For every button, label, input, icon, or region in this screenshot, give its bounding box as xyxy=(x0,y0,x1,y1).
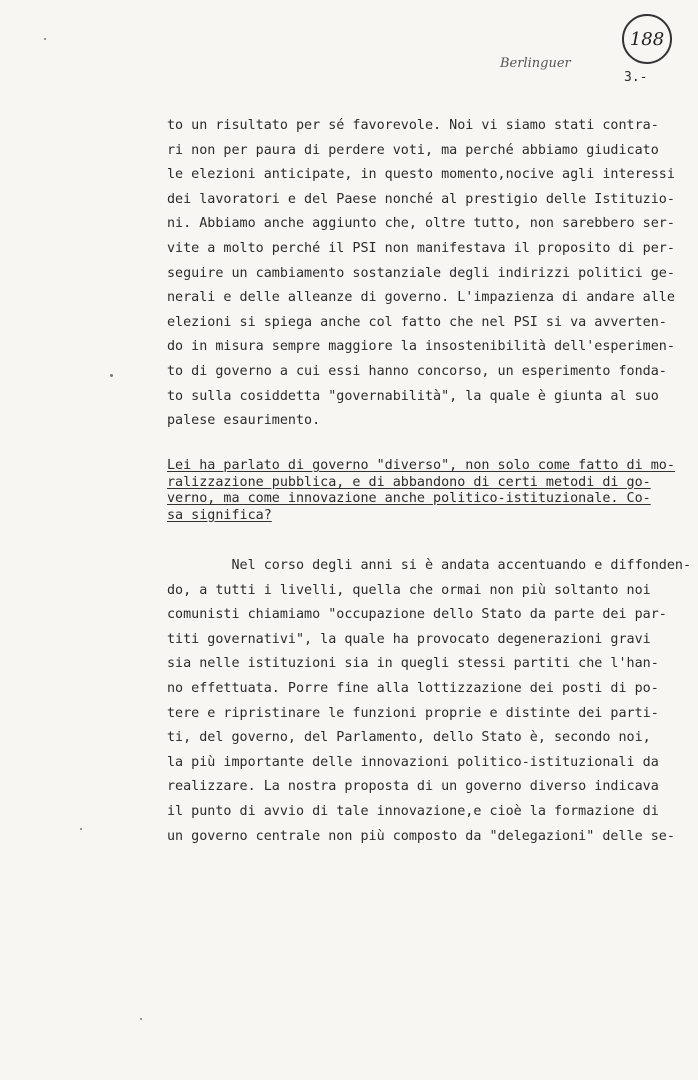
text-line: le elezioni anticipate, in questo momento,nocive agli interessi xyxy=(167,167,675,183)
text-line: sia nelle istituzioni sia in quegli stessi partiti che l'han- xyxy=(167,656,659,672)
text-line: palese esaurimento. xyxy=(167,413,321,429)
text-line: dei lavoratori e del Paese nonché al prestigio delle Istituzio- xyxy=(167,191,675,207)
paper-speck xyxy=(44,38,46,40)
text-line: la più importante delle innovazioni politico-istituzionali da xyxy=(167,754,659,770)
text-line: Nel corso degli anni si è andata accentuando e diffonden- xyxy=(167,558,692,573)
handwritten-annotation: Berlinguer xyxy=(500,56,571,71)
question-line: verno, ma come innovazione anche politico-istituzionale. Co- xyxy=(167,491,651,507)
text-line: do in misura sempre maggiore la insostenibilità dell'esperimen- xyxy=(167,339,675,355)
paper-speck xyxy=(80,828,82,830)
text-line: do, a tutti i livelli, quella che ormai non più soltanto noi xyxy=(167,582,651,598)
text-line: titi governativi", la quale ha provocato degenerazioni gravi xyxy=(167,631,651,647)
text-line: comunisti chiamiamo "occupazione dello Stato da parte dei par- xyxy=(167,607,667,623)
paragraph-2 xyxy=(167,554,692,849)
text-line: nerali e delle alleanze di governo. L'impazienza di andare alle xyxy=(167,290,675,306)
text-line: seguire un cambiamento sostanziale degli indirizzi politici ge- xyxy=(167,265,675,281)
paper-speck xyxy=(140,1018,142,1020)
text-line: ti, del governo, del Parlamento, dello Stato è, secondo noi, xyxy=(167,730,651,746)
text-line: un governo centrale non più composto da "delegazioni" delle se- xyxy=(167,828,675,844)
text-line: to di governo a cui essi hanno concorso, un esperimento fonda- xyxy=(167,363,667,379)
question-line: sa significa? xyxy=(167,507,272,523)
paragraph-1 xyxy=(167,114,687,434)
text-line: tere e ripristinare le funzioni proprie e distinte dei parti- xyxy=(167,705,659,721)
text-line: elezioni si spiega anche col fatto che nel PSI si va avverten- xyxy=(167,314,667,330)
paper-speck xyxy=(110,374,113,377)
text-line: ri non per paura di perdere voti, ma perché abbiamo giudicato xyxy=(167,142,659,158)
page-number: 3.- xyxy=(624,70,648,85)
text-line: realizzare. La nostra proposta di un governo diverso indicava xyxy=(167,779,659,795)
text-line: ni. Abbiamo anche aggiunto che, oltre tutto, non sarebbero ser- xyxy=(167,216,675,232)
text-line: to un risultato per sé favorevole. Noi vi siamo stati contra- xyxy=(167,118,659,133)
archive-stamp xyxy=(622,14,672,64)
question-line: Lei ha parlato di governo "diverso", non solo come fatto di mo- xyxy=(167,458,675,473)
text-line: vite a molto perché il PSI non manifestava il proposito di per- xyxy=(167,240,675,256)
text-line: il punto di avvio di tale innovazione,e cioè la formazione di xyxy=(167,803,659,819)
question-line: ralizzazione pubblica, e di abbandono di certi metodi di go- xyxy=(167,474,651,490)
text-line: no effettuata. Porre fine alla lottizzazione dei posti di po- xyxy=(167,680,659,696)
interview-question xyxy=(167,458,687,524)
text-line: to sulla cosiddetta "governabilità", la quale è giunta al suo xyxy=(167,388,659,404)
stamp-number: 188 xyxy=(629,28,665,50)
